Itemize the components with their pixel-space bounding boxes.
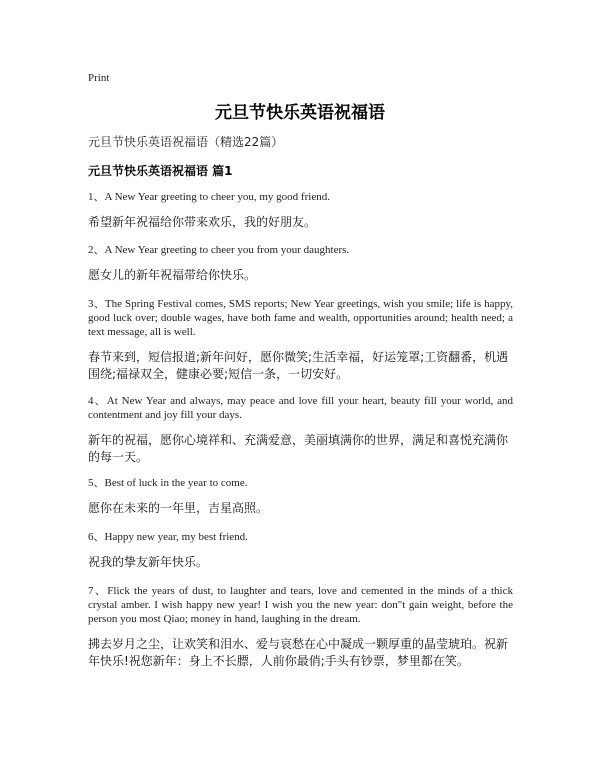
section-heading: 元旦节快乐英语祝福语 篇1 <box>88 164 233 178</box>
page-title: 元旦节快乐英语祝福语 <box>215 103 385 123</box>
greeting-item <box>88 530 513 571</box>
print-label[interactable]: Print <box>88 72 110 84</box>
english-text: 7、Flick the years of dust, to laughter and tears, love and cemented in the minds of a thick crystal amber. I wish happy new year! I wish you the new year: don"t gain weight, before the person you most Qiao; money in hand, laughing in the dream. <box>88 585 513 625</box>
chinese-text: 拂去岁月之尘，让欢笑和泪水、爱与哀愁在心中凝成一颗厚重的晶莹琥珀。祝新年快乐!祝您新年：身上不长膘，人前你最俏;手头有钞票，梦里都在笑。 <box>88 637 509 668</box>
chinese-text: 愿你在未来的一年里，吉星高照。 <box>88 501 269 515</box>
chinese-text: 希望新年祝福给你带来欢乐，我的好朋友。 <box>88 215 317 229</box>
greeting-item <box>88 584 513 670</box>
english-text: 3、The Spring Festival comes, SMS reports; New Year greetings, wish you smile; life is happy, good luck over; double wages, have both fame and wealth, opportunities around; health need; a text message, all is well. <box>88 298 513 338</box>
english-text: 1、A New Year greeting to cheer you, my good friend. <box>88 191 330 203</box>
chinese-text: 新年的祝福，愿你心境祥和、充满爱意，美丽填满你的世界，满足和喜悦充满你的每一天。 <box>88 433 509 464</box>
greeting-item <box>88 243 513 284</box>
chinese-text: 祝我的挚友新年快乐。 <box>88 555 209 569</box>
english-text: 6、Happy new year, my best friend. <box>88 531 248 543</box>
chinese-text: 愿女儿的新年祝福带给你快乐。 <box>88 268 257 282</box>
greeting-item <box>88 476 513 517</box>
english-text: 5、Best of luck in the year to come. <box>88 477 248 489</box>
greeting-item <box>88 394 513 466</box>
document-subtitle: 元旦节快乐英语祝福语（精选22篇） <box>88 135 284 149</box>
greeting-item <box>88 190 513 231</box>
chinese-text: 春节来到，短信报道;新年问好，愿你微笑;生活幸福，好运笼罩;工资翻番，机遇围绕;福禄双全，健康必要;短信一条，一切安好。 <box>88 350 509 381</box>
greeting-item <box>88 297 513 383</box>
english-text: 4、At New Year and always, may peace and love fill your heart, beauty fill your world, and contentment and joy fill your days. <box>88 395 513 421</box>
english-text: 2、A New Year greeting to cheer you from your daughters. <box>88 244 350 256</box>
